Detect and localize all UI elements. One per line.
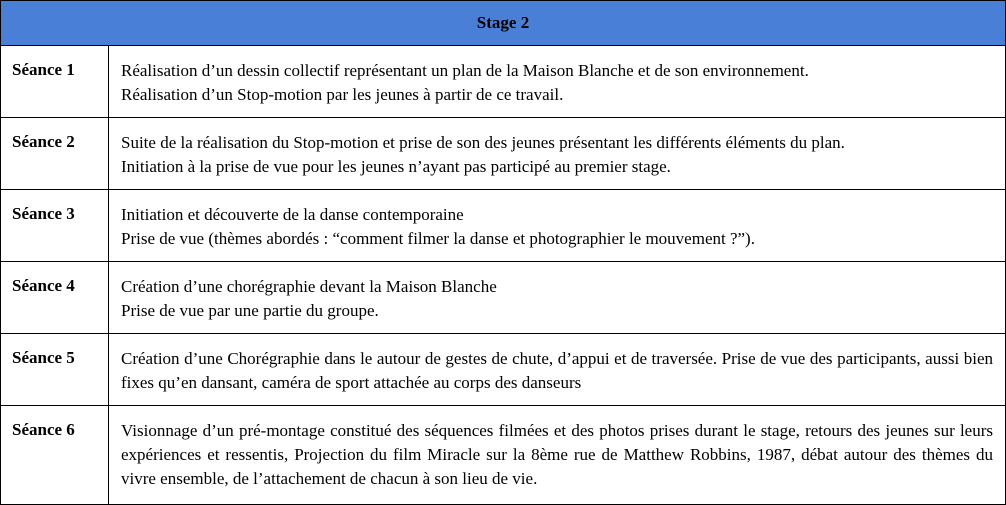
description-line: Initiation à la prise de vue pour les jeunes n’ayant pas participé au premier stage. (121, 157, 671, 176)
session-label: Séance 3 (1, 190, 109, 262)
description-line: Initiation et découverte de la danse contemporaine (121, 205, 464, 224)
session-description (109, 118, 1006, 190)
session-description: Visionnage d’un pré-montage constitué des séquences filmées et des photos prises durant le stage, retours des jeunes sur leurs expériences et ressentis, Projection du film Miracle sur la 8ème rue de Matthew Robbins, 1987, débat autour des thèmes du vivre ensemble, de l’attachement de chacun à son lieu de vie. (109, 406, 1006, 505)
table-row (1, 118, 1006, 190)
session-description (109, 190, 1006, 262)
session-label: Séance 6 (1, 406, 109, 505)
table-header-row (1, 1, 1006, 46)
session-label: Séance 1 (1, 46, 109, 118)
session-description (109, 262, 1006, 334)
description-line: Prise de vue par une partie du groupe. (121, 301, 379, 320)
description-line: Suite de la réalisation du Stop-motion et prise de son des jeunes présentant les différents éléments du plan. (121, 133, 845, 152)
session-label: Séance 5 (1, 334, 109, 406)
session-label: Séance 2 (1, 118, 109, 190)
session-description (109, 46, 1006, 118)
description-line: Réalisation d’un dessin collectif représentant un plan de la Maison Blanche et de son environnement. (121, 61, 809, 80)
description-line: Réalisation d’un Stop-motion par les jeunes à partir de ce travail. (121, 85, 564, 104)
table-row (1, 190, 1006, 262)
table-title: Stage 2 (1, 1, 1006, 46)
description-line: Prise de vue (thèmes abordés : “comment filmer la danse et photographier le mouvement ?”). (121, 229, 755, 248)
description-line: Création d’une chorégraphie devant la Maison Blanche (121, 277, 497, 296)
table-row (1, 262, 1006, 334)
session-description: Création d’une Chorégraphie dans le autour de gestes de chute, d’appui et de traversée. Prise de vue des participants, aussi bien fixes qu’en dansant, caméra de sport attachée au corps des danseurs (109, 334, 1006, 406)
table-row (1, 406, 1006, 505)
session-label: Séance 4 (1, 262, 109, 334)
table-row (1, 46, 1006, 118)
table-row (1, 334, 1006, 406)
